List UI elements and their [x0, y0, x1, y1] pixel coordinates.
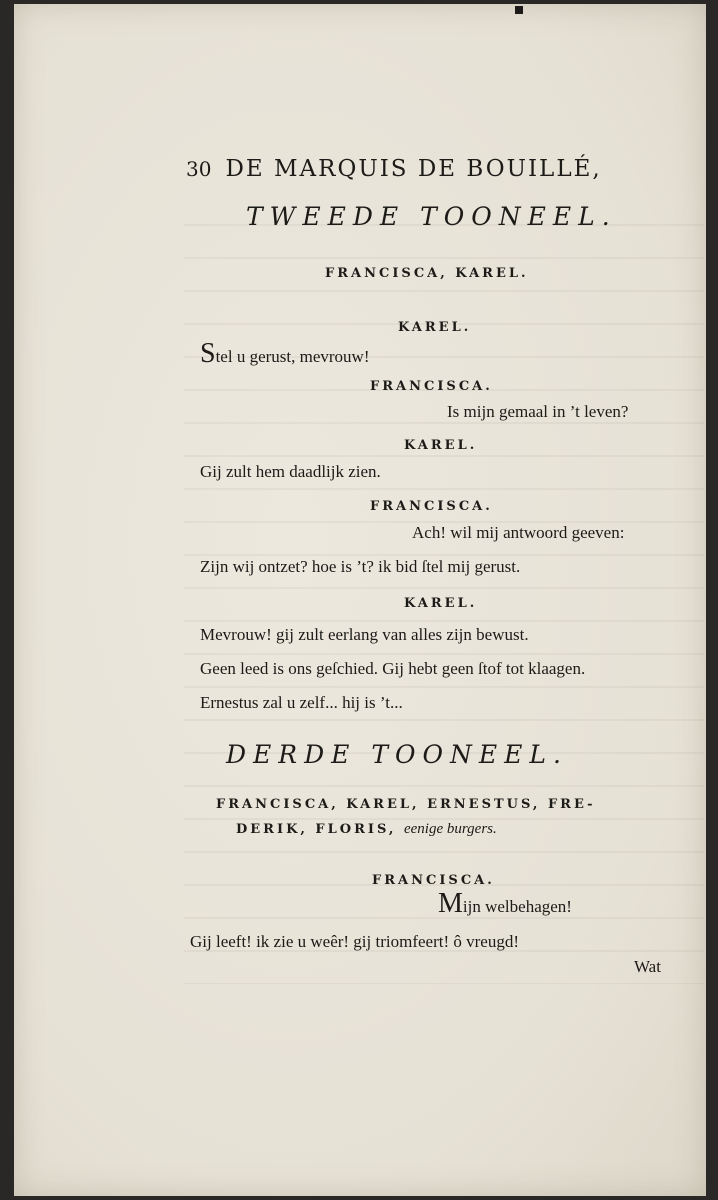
speaker-label: KAREL.: [404, 438, 478, 453]
speech-line: Mevrouw! gij zult eerlang van alles zijn bewust.: [200, 625, 529, 644]
drop-cap: S: [200, 338, 216, 369]
scene-title-derde: DERDE TOONEEL.: [226, 740, 568, 769]
speaker-label: KAREL.: [404, 596, 478, 611]
speaker-label: KAREL.: [398, 320, 472, 335]
speech-line: Ernestus zal u zelf... hij is ’t...: [200, 693, 403, 712]
running-head: [186, 156, 602, 182]
speech-line: Gij leeft! ik zie u weêr! gij triomfeert! ô vreugd!: [190, 932, 520, 951]
speech-line: Ach! wil mij antwoord geeven:: [412, 523, 625, 542]
corner-mark: [515, 6, 523, 14]
speech-line: Zijn wij ontzet? hoe is ’t? ik bid ſtel mij gerust.: [200, 557, 521, 576]
page-number: 30: [186, 157, 212, 181]
scene-title-tweede: TWEEDE TOONEEL.: [246, 202, 617, 231]
speech-line: Geen leed is ons geſchied. Gij hebt geen ſtof tot klaagen.: [200, 659, 586, 678]
speech-line: Mijn welbehagen!: [438, 888, 572, 919]
drop-cap: M: [438, 888, 463, 919]
catchword: Wat: [634, 957, 661, 976]
book-page: [14, 4, 706, 1196]
speaker-label: FRANCISCA.: [370, 499, 493, 514]
speech-line: Stel u gerust, mevrouw!: [200, 338, 370, 369]
speech-line: Gij zult hem daadlijk zien.: [200, 462, 381, 481]
scene-characters: FRANCISCA, KAREL.: [325, 266, 529, 281]
speaker-label: FRANCISCA.: [370, 379, 493, 394]
scene-characters-cont: DERIK, FLORIS, eenige burgers.: [236, 821, 497, 837]
scene-characters: FRANCISCA, KAREL, ERNESTUS, FRE-: [216, 797, 596, 812]
running-title: DE MARQUIS DE BOUILLÉ,: [225, 156, 602, 182]
speaker-label: FRANCISCA.: [372, 873, 495, 888]
speech-line: Is mijn gemaal in ’t leven?: [447, 402, 629, 421]
